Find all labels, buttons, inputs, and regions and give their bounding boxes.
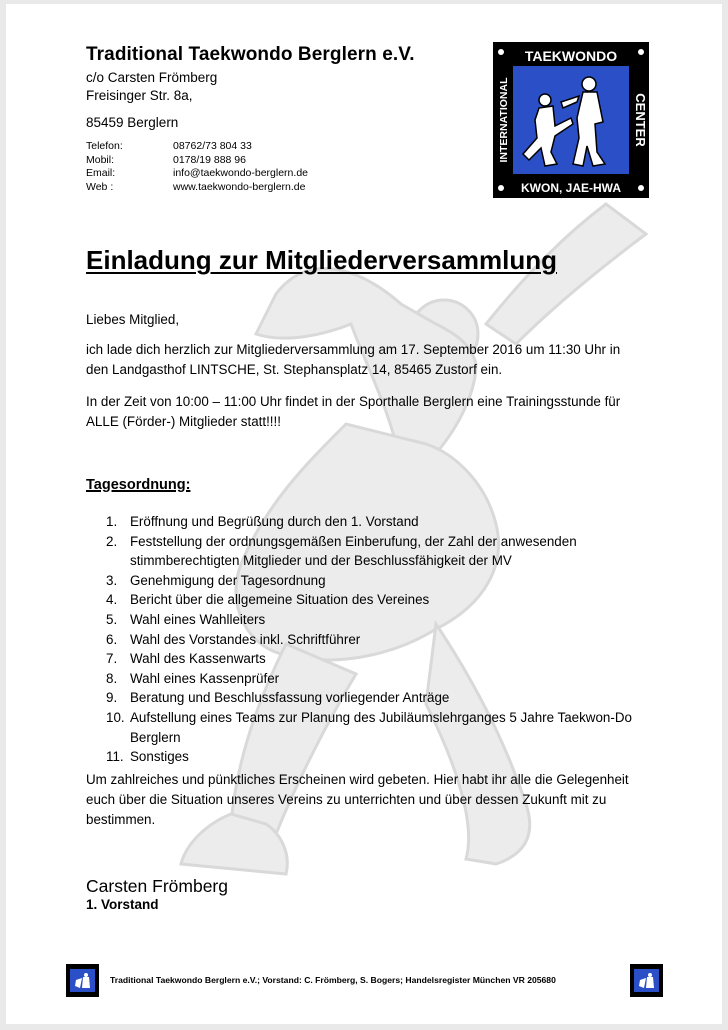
agenda-item (106, 512, 666, 532)
logo-bottom-text: KWON, JAE-HWA (521, 181, 621, 195)
agenda-item-text: Wahl des Vorstandes inkl. Schriftführer (130, 631, 361, 647)
footer-logo-left (66, 964, 99, 997)
contact-block (86, 140, 308, 194)
agenda-item (106, 688, 666, 708)
contact-label: Email: (86, 167, 116, 180)
agenda-item-number: 4. (106, 592, 118, 608)
org-name: Traditional Taekwondo Berglern e.V. (86, 44, 415, 65)
agenda-item (106, 708, 666, 747)
agenda-item (106, 590, 666, 610)
logo-left-text: INTERNATIONAL (498, 77, 510, 163)
contact-value[interactable]: www.taekwondo-berglern.de (173, 180, 306, 193)
contact-row-phone (86, 140, 308, 154)
agenda-item-text: Feststellung der ordnungsgemäßen Einberufung, der Zahl der anwesenden stimmberechtigten Mitglieder und der Beschlussfähigkeit der MV (130, 533, 577, 569)
paragraph-invitation: ich lade dich herzlich zur Mitgliederversammlung am 17. September 2016 um 11:30 Uhr in den Landgasthof LINTSCHE, St. Stephansplatz 14, 85465 Zustorf ein. (86, 342, 621, 377)
agenda-item-text: Eröffnung und Begrüßung durch den 1. Vorstand (130, 514, 419, 529)
agenda-item-number: 6. (106, 631, 118, 647)
agenda-item (106, 610, 666, 630)
agenda-item (106, 571, 666, 591)
page-title: Einladung zur Mitgliederversammlung (86, 245, 557, 275)
paragraph-training: In der Zeit von 10:00 – 11:00 Uhr findet in der Sporthalle Berglern eine Trainingsstunde für ALLE (Förder-) Mitglieder statt!!!! (86, 394, 621, 429)
agenda-heading: Tagesordnung: (86, 477, 191, 493)
logo-right-text: CENTER (633, 93, 648, 147)
agenda-item-text: Wahl eines Wahlleiters (130, 611, 266, 627)
agenda-item (106, 630, 666, 650)
agenda-item-text: Beratung und Beschlussfassung vorliegender Anträge (130, 690, 450, 706)
agenda-item-text: Genehmigung der Tagesordnung (130, 572, 326, 588)
taekwondo-center-logo (493, 42, 649, 198)
agenda-item-number: 1. (106, 514, 118, 529)
contact-row-email (86, 167, 308, 181)
contact-row-web (86, 181, 308, 195)
agenda-item-number: 10. (106, 709, 125, 725)
address-city: 85459 Berglern (86, 115, 179, 130)
footer-logo-right (630, 964, 663, 997)
agenda-item (106, 669, 666, 689)
footer-text: Traditional Taekwondo Berglern e.V.; Vorstand: C. Frömberg, S. Bogers; Handelsregister München VR 205680 (110, 975, 556, 985)
agenda-item-number: 7. (106, 651, 118, 667)
agenda-item (106, 747, 666, 767)
agenda-item (106, 532, 666, 571)
agenda-item-number: 5. (106, 611, 118, 627)
agenda-item-number: 2. (106, 533, 118, 549)
contact-value: 08762/73 804 33 (173, 140, 252, 152)
closing-paragraph: Um zahlreiches und pünktliches Erscheinen wird gebeten. Hier habt ihr alle die Gelegenheit euch über die Situation unseres Vereins zu unterrichten und über dessen Zukunft mit zu bestimmen. (86, 772, 629, 827)
agenda-item-text: Aufstellung eines Teams zur Planung des Jubiläumslehrganges 5 Jahre Taekwon-Do Berglern (130, 709, 632, 745)
agenda-item-text: Wahl des Kassenwarts (130, 651, 266, 667)
agenda-item-text: Wahl eines Kassenprüfer (130, 670, 280, 686)
contact-label: Telefon: (86, 140, 123, 152)
greeting: Liebes Mitglied, (86, 312, 180, 327)
signature-role: 1. Vorstand (86, 897, 159, 912)
contact-value[interactable]: info@taekwondo-berglern.de (173, 167, 308, 180)
contact-value: 0178/19 888 96 (173, 153, 246, 166)
agenda-item-number: 11. (106, 749, 124, 765)
agenda-item-number: 3. (106, 572, 118, 588)
contact-label: Mobil: (86, 153, 115, 166)
agenda-item (106, 649, 666, 669)
address-street: Freisinger Str. 8a, (86, 88, 193, 103)
agenda-item-number: 9. (106, 690, 118, 706)
logo-top-text: TAEKWONDO (524, 48, 618, 64)
agenda-item-text: Sonstiges (130, 749, 189, 765)
contact-label: Web : (86, 180, 114, 193)
agenda-item-text: Bericht über die allgemeine Situation des Vereines (130, 592, 430, 608)
agenda-list (106, 512, 666, 767)
address-care-of: c/o Carsten Frömberg (86, 70, 218, 85)
document-page (6, 4, 722, 1024)
contact-row-mobile (86, 154, 308, 168)
agenda-item-number: 8. (106, 670, 118, 686)
signature-name: Carsten Frömberg (86, 876, 228, 896)
